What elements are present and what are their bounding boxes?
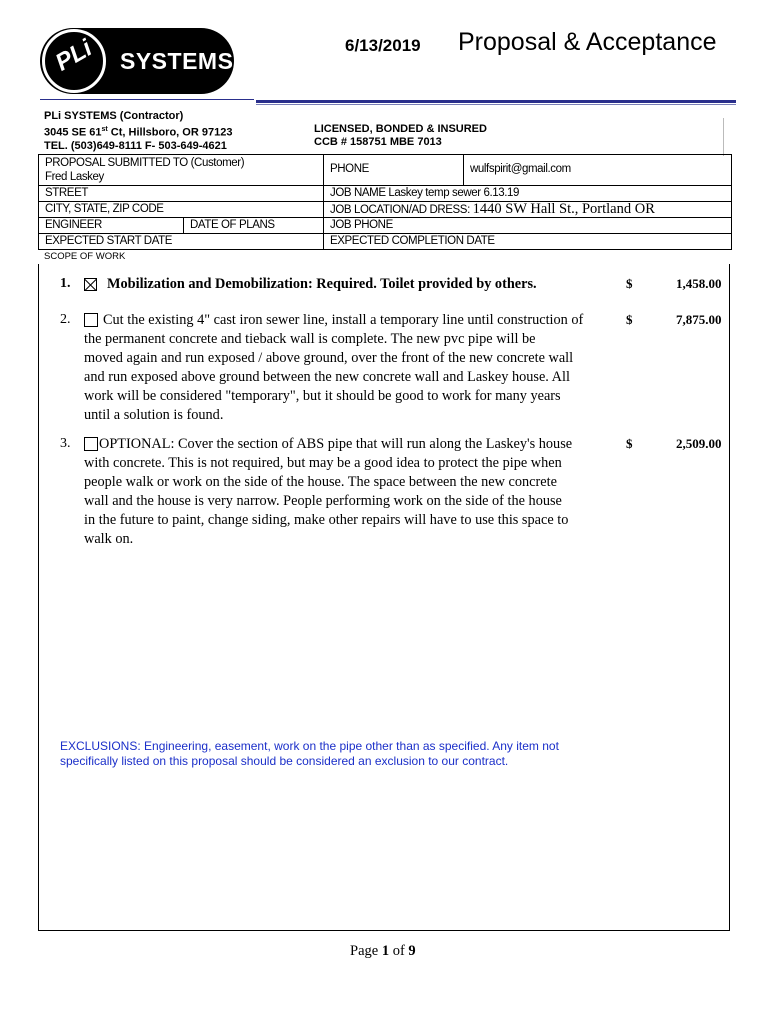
- item-2-text: [84, 311, 624, 425]
- item-3-line: walk on.: [84, 531, 134, 547]
- company-logo: [40, 28, 234, 94]
- form-row-city: [39, 202, 731, 218]
- form-row-street: [39, 186, 731, 202]
- item-2-line: Cut the existing 4" cast iron sewer line, install a temporary line until construction of: [103, 312, 584, 328]
- engineer-label: ENGINEER: [45, 219, 102, 231]
- contractor-block: [44, 110, 232, 153]
- item-1-amount: 1,458.00: [676, 276, 722, 291]
- item-1-checkbox[interactable]: [84, 277, 97, 295]
- exclusions-text: EXCLUSIONS: Engineering, easement, work on the pipe other than as specified. Any item not specifically listed on this proposal should be considered an exclusion to our contract.: [60, 739, 559, 768]
- item-2-line: work will be considered "temporary", but it should be good to work for many years: [84, 388, 561, 404]
- contractor-address: [44, 123, 232, 140]
- item-1-text: Mobilization and Demobilization: Required. Toilet provided by others.: [107, 276, 537, 292]
- customer-form: [38, 154, 732, 250]
- checked-box-icon: [84, 278, 97, 291]
- job-name-cell: [323, 186, 731, 201]
- form-row-dates: [39, 234, 731, 250]
- city-label: CITY, STATE, ZIP CODE: [45, 203, 164, 215]
- submitted-to-cell: [39, 155, 323, 185]
- item-2-line: moved again and run exposed / above ground, over the front of the new concrete wall: [84, 350, 574, 366]
- job-location-label: JOB LOCATION/AD DRESS:: [330, 204, 470, 216]
- expected-completion-label: EXPECTED COMPLETION DATE: [323, 234, 731, 249]
- current-page: 1: [381, 943, 390, 959]
- scope-of-work-label: SCOPE OF WORK: [44, 251, 126, 262]
- item-3-line: with concrete. This is not required, but may be a good idea to protect the pipe when: [84, 455, 562, 471]
- item-3-line: in the future to paint, change siding, make other repairs will have to use this space to: [84, 512, 569, 528]
- address-sup: st: [101, 126, 108, 133]
- page-title: Proposal & Acceptance: [458, 28, 717, 56]
- contractor-tel: TEL. (503)649-8111 F- 503-649-4621: [44, 139, 227, 152]
- form-row-engineer: [39, 218, 731, 234]
- item-2-amount: 7,875.00: [676, 312, 722, 327]
- item-3-line: wall and the house is very narrow. People performing work on the side of the house: [84, 493, 562, 509]
- license-text: LICENSED, BONDED & INSURED: [314, 123, 487, 135]
- item-3-text: [84, 435, 624, 549]
- item-2-line: the permanent concrete and tieback wall is complete. The new pvc pipe will be: [84, 331, 536, 347]
- item-1-number: 1.: [60, 276, 71, 291]
- header-rule-left: [40, 99, 254, 100]
- item-2-currency: $: [626, 312, 633, 327]
- email-cell: [463, 155, 731, 185]
- item-3-line: people walk or work on the side of the house. The space between the new concrete: [84, 474, 557, 490]
- submitted-to-label: PROPOSAL SUBMITTED TO (Customer): [45, 157, 245, 169]
- item-1-currency: $: [626, 276, 633, 291]
- date-of-plans-label: DATE OF PLANS: [183, 218, 323, 233]
- item-2-line: until a solution is found.: [84, 407, 224, 423]
- job-phone-label: JOB PHONE: [323, 218, 731, 233]
- job-name-value: Laskey temp sewer 6.13.19: [388, 187, 520, 199]
- divider: [723, 118, 724, 156]
- item-3-amount: 2,509.00: [676, 436, 722, 451]
- of-label: of: [392, 943, 405, 959]
- job-location-cell: [323, 202, 731, 217]
- item-2-line: and run exposed above ground between the new concrete wall and Laskey house. All: [84, 369, 570, 385]
- expected-start-label: EXPECTED START DATE: [45, 235, 173, 247]
- contractor-name: PLi SYSTEMS (Contractor): [44, 110, 184, 122]
- phone-label: PHONE: [330, 163, 369, 175]
- ccb-number: CCB # 158751 MBE 7013: [314, 136, 442, 148]
- logo-text: SYSTEMS: [120, 48, 234, 74]
- logo-mark: PLi: [50, 34, 97, 77]
- address-suffix: Ct, Hillsboro, OR 97123: [107, 126, 233, 139]
- item-3-currency: $: [626, 436, 633, 451]
- email-value: wulfspirit@gmail.com: [470, 163, 571, 175]
- license-block: [314, 123, 487, 149]
- header-rule-right: [256, 100, 736, 103]
- item-3-line: OPTIONAL: Cover the section of ABS pipe that will run along the Laskey's house: [99, 436, 573, 452]
- page-number: [350, 943, 416, 960]
- job-name-label: JOB NAME: [330, 187, 386, 199]
- page-label: Page: [350, 943, 379, 959]
- job-location-value: 1440 SW Hall St., Portland OR: [472, 201, 655, 217]
- phone-cell: [323, 155, 463, 185]
- customer-name: Fred Laskey: [45, 171, 104, 183]
- item-3-number: 3.: [60, 436, 71, 451]
- street-label: STREET: [45, 187, 88, 199]
- address-prefix: 3045 SE 61: [44, 126, 102, 139]
- header-rule-right-thin: [256, 104, 736, 105]
- proposal-date: 6/13/2019: [345, 36, 421, 55]
- total-pages: 9: [408, 943, 416, 959]
- form-row-customer: [39, 155, 731, 186]
- item-2-number: 2.: [60, 312, 71, 327]
